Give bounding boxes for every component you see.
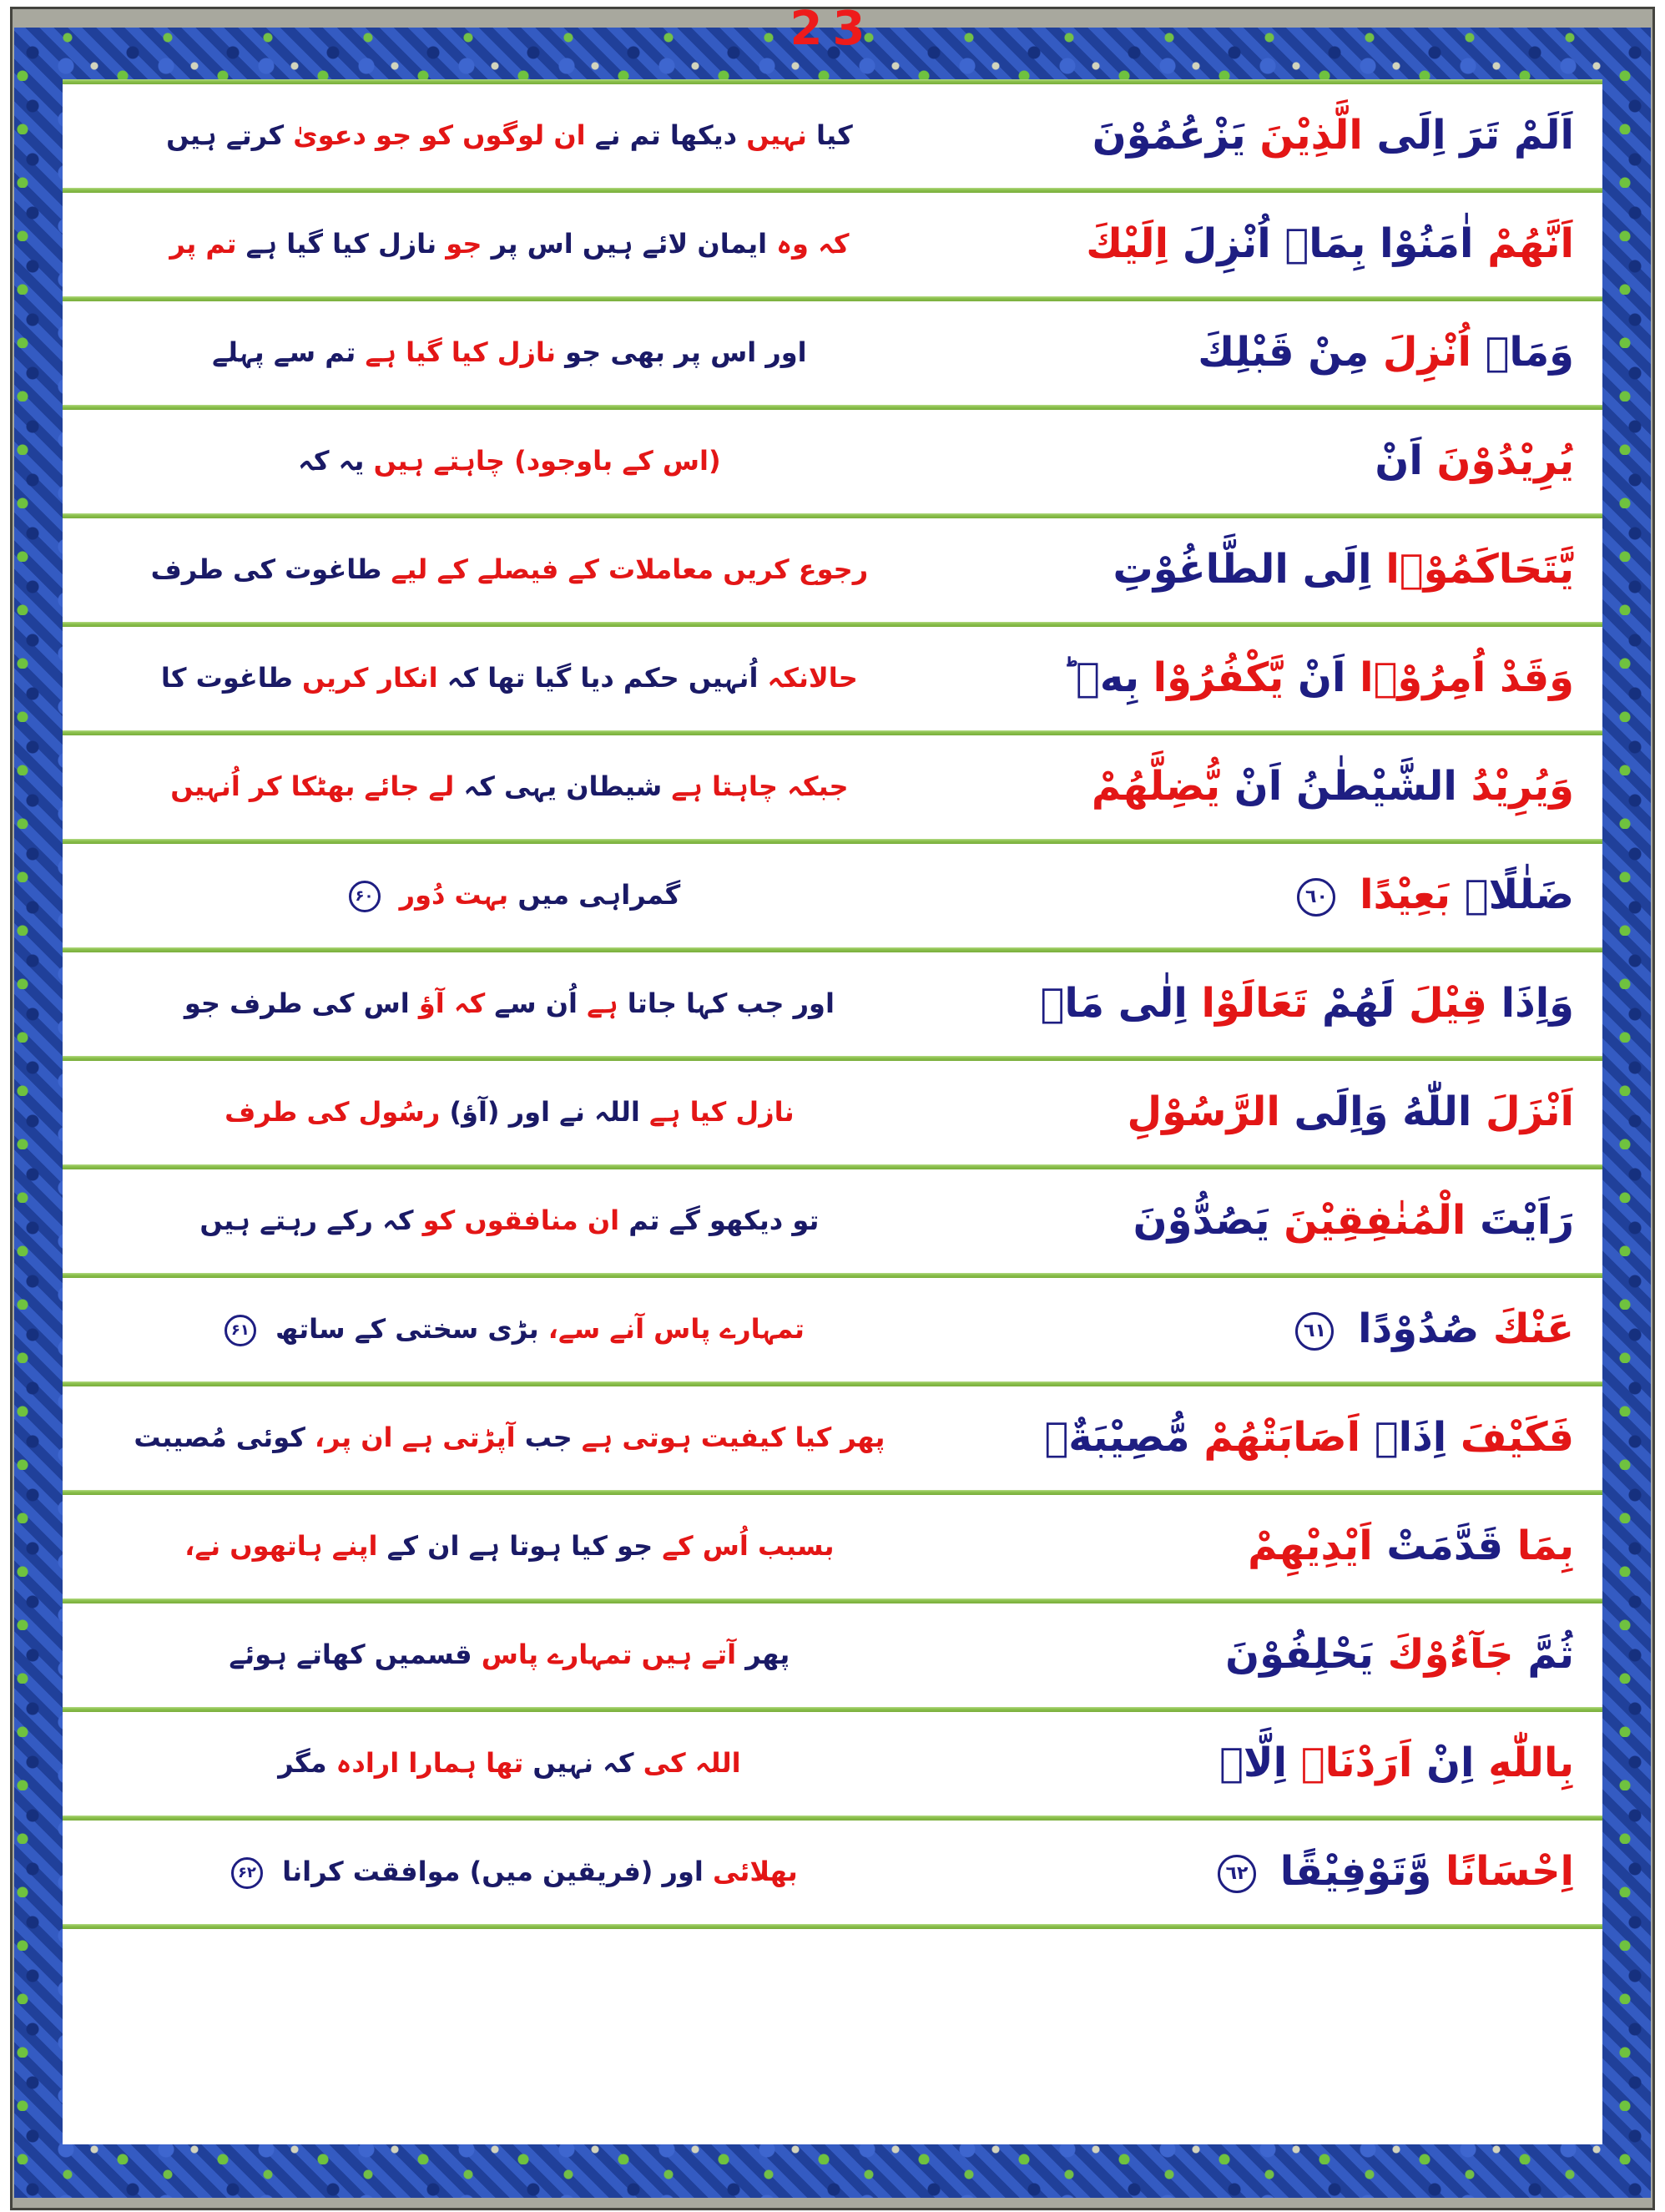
text-segment: بھلائی: [703, 1856, 798, 1888]
urdu-verse-number-circle: ۶۲: [231, 1857, 263, 1889]
text-segment: اَنَّهُمْ: [1473, 220, 1574, 268]
text-segment: تَعَالَوْا: [1187, 980, 1309, 1028]
arabic-text: [910, 872, 1602, 918]
verse-row: [63, 193, 1602, 296]
verse-row: [63, 735, 1602, 839]
text-segment: يَّتَحَاكَمُوْۤا: [1371, 546, 1574, 593]
text-segment: اَلَمْ تَرَ اِلَى: [1362, 112, 1574, 159]
urdu-translation: [63, 552, 910, 588]
urdu-translation: [63, 660, 910, 696]
text-segment: اَصَابَتْهُمْ: [1189, 1414, 1361, 1462]
verse-row: [63, 844, 1602, 947]
text-segment: (اس کے باوجود) چاہتے ہیں: [364, 445, 721, 477]
text-segment: اَرَدْنَاۤ: [1287, 1740, 1413, 1787]
text-segment: اِلَّاۤ: [1219, 1740, 1288, 1787]
urdu-translation: [63, 1854, 910, 1890]
text-segment: بِمَا: [1503, 1523, 1574, 1570]
arabic-text: [910, 1523, 1602, 1569]
text-segment: تم پر: [169, 228, 237, 260]
text-segment: پھر کیا کیفیت ہوتی ہے: [572, 1422, 885, 1454]
urdu-verse-number-circle: ۶۱: [225, 1315, 256, 1346]
verse-row: [63, 1169, 1602, 1273]
arabic-text: [910, 1632, 1602, 1678]
urdu-verse-number-circle: ۶۰: [349, 881, 381, 912]
urdu-translation: [63, 986, 910, 1022]
text-segment: جب: [515, 1422, 573, 1454]
text-segment: وَمَاۤ: [1471, 329, 1574, 376]
text-segment: طاغوت کی طرف: [150, 553, 382, 586]
arabic-text: [910, 981, 1602, 1027]
arabic-verse-number-circle: ٦١: [1295, 1312, 1334, 1351]
arabic-text: [910, 1198, 1602, 1244]
text-segment: گمراہی میں: [508, 879, 681, 912]
text-segment: کہ آؤ: [409, 987, 486, 1020]
urdu-translation: [63, 443, 910, 479]
verse-row: [63, 1386, 1602, 1490]
text-segment: اللّٰهُ وَاِلَى: [1279, 1088, 1472, 1136]
text-segment: اس کی طرف جو: [184, 987, 410, 1020]
text-segment: کہ وہ: [767, 228, 850, 260]
text-segment: اللہ کی: [633, 1747, 741, 1780]
text-segment: يَّكْفُرُوْا: [1138, 654, 1284, 702]
urdu-translation: [63, 226, 910, 262]
urdu-translation: [63, 769, 910, 805]
text-segment: مگر: [278, 1747, 327, 1780]
text-segment: اُنْزِلَ: [1369, 329, 1471, 376]
text-segment: کیا: [806, 119, 853, 152]
text-segment: جو کیا ہوتا ہے ان کے: [377, 1530, 653, 1563]
text-segment: اَنْ: [1375, 437, 1423, 485]
text-segment: اٰمَنُوْا بِمَاۤ اُنْزِلَ: [1168, 220, 1474, 268]
text-segment: جو: [436, 228, 482, 260]
text-segment: اِحْسَانًا: [1431, 1848, 1574, 1896]
text-segment: اِلَيْكَ: [1086, 220, 1169, 268]
text-segment: وَيُرِيْدُ: [1456, 763, 1574, 811]
text-segment: صُدُوْدًا: [1344, 1305, 1480, 1353]
urdu-translation: [63, 118, 910, 154]
text-segment: لَهُمْ: [1308, 980, 1395, 1028]
text-segment: الرَّسُوْلِ: [1127, 1088, 1280, 1136]
verse-row: [63, 1821, 1602, 1924]
row-divider: [63, 1924, 1602, 1929]
arabic-text: [910, 1306, 1602, 1352]
text-segment: ثُمَّ: [1513, 1631, 1574, 1679]
urdu-translation: [63, 1311, 910, 1347]
text-segment: اُنہیں حکم دیا گیا تھا کہ: [437, 662, 759, 694]
verse-row: [63, 84, 1602, 188]
text-segment: ایمان لائے ہیں اس پر: [482, 228, 768, 260]
text-segment: ہے: [578, 987, 618, 1020]
arabic-text: [910, 221, 1602, 267]
urdu-translation: [63, 1094, 910, 1130]
rows-host: [63, 84, 1602, 1929]
text-segment: طاغوت کا: [160, 662, 293, 694]
text-segment: الَّذِيْنَ: [1245, 112, 1363, 159]
text-segment: تمہارے پاس آنے سے،: [538, 1313, 805, 1346]
text-segment: قِيْلَ: [1395, 980, 1487, 1028]
text-segment: بَعِيْدًا: [1345, 871, 1451, 919]
text-segment: آتے ہیں تمہارے پاس: [472, 1639, 737, 1671]
text-segment: اللہ نے اور (آؤ): [440, 1096, 640, 1129]
arabic-text: [910, 1849, 1602, 1895]
arabic-text: [910, 764, 1602, 810]
text-segment: ان منافقوں کو: [413, 1204, 620, 1237]
text-segment: بِهٖ ؕ: [1062, 654, 1139, 702]
text-segment: بہت دُور: [390, 879, 509, 912]
verse-row: [63, 410, 1602, 513]
text-segment: یہ کہ: [298, 445, 365, 477]
text-segment: اپنے ہاتھوں نے،: [184, 1530, 378, 1563]
text-segment: مِنْ قَبْلِكَ: [1198, 329, 1370, 376]
text-segment: مُّصِيْبَةٌۢ: [1044, 1414, 1190, 1462]
page-number: 23: [790, 2, 875, 56]
verse-row: [63, 518, 1602, 622]
text-segment: وَقَدْ اُمِرُوْۤا: [1345, 654, 1574, 702]
text-segment: انکار کریں: [292, 662, 438, 694]
text-segment: اِلٰى مَاۤ: [1040, 980, 1188, 1028]
text-segment: اور اس پر بھی جو: [555, 336, 807, 369]
urdu-translation: [63, 1420, 910, 1456]
arabic-text: [910, 655, 1602, 701]
text-segment: اَنْزَلَ: [1471, 1088, 1574, 1136]
text-segment: بِاللّٰهِ: [1474, 1740, 1574, 1787]
text-segment: فَكَيْفَ: [1446, 1414, 1574, 1462]
arabic-verse-number-circle: ٦٢: [1218, 1855, 1256, 1893]
text-segment: تم سے پہلے: [212, 336, 356, 369]
text-segment: الْمُنٰفِقِيْنَ: [1269, 1197, 1466, 1245]
border-ornament: [14, 28, 1651, 2198]
text-segment: رجوع کریں معاملات کے فیصلے کے لیے: [381, 553, 869, 586]
urdu-translation: [63, 877, 910, 913]
verse-row: [63, 1712, 1602, 1816]
text-segment: جَآءُوْكَ: [1373, 1631, 1514, 1679]
verse-row: [63, 952, 1602, 1056]
text-segment: وَّتَوْفِيْقًا: [1266, 1848, 1432, 1896]
text-segment: يَزْعُمُوْنَ: [1092, 112, 1246, 159]
text-segment: اَنْ: [1284, 654, 1346, 702]
text-segment: رسُول کی طرف: [225, 1096, 441, 1129]
text-segment: عَنْكَ: [1479, 1305, 1574, 1353]
text-segment: بسبب اُس کے: [653, 1530, 835, 1563]
urdu-translation: [63, 1528, 910, 1564]
text-segment: تھا ہمارا ارادہ: [326, 1747, 524, 1780]
arabic-text: [910, 1740, 1602, 1786]
arabic-text: [910, 330, 1602, 376]
text-segment: نازل کیا ہے: [639, 1096, 795, 1129]
text-segment: اور (فریقین میں) موافقت کرانا: [272, 1856, 704, 1888]
text-segment: بڑی سختی کے ساتھ: [265, 1313, 539, 1346]
arabic-verse-number-circle: ٦٠: [1297, 878, 1335, 917]
text-segment: رَاَيْتَ: [1466, 1197, 1574, 1245]
text-segment: آپڑتی ہے ان پر،: [305, 1422, 516, 1454]
text-segment: نہیں: [737, 119, 807, 152]
text-segment: شیطان یہی کہ: [454, 770, 663, 803]
urdu-translation: [63, 1203, 910, 1239]
text-segment: اُن سے: [485, 987, 578, 1020]
urdu-translation: [63, 1745, 910, 1781]
text-segment: جبکہ چاہتا ہے: [662, 770, 849, 803]
verse-row: [63, 1278, 1602, 1381]
text-segment: نازل کیا گیا ہے: [356, 336, 556, 369]
text-segment: الشَّيْطٰنُ اَنْ: [1220, 763, 1457, 811]
text-segment: کہ نہیں: [523, 1747, 634, 1780]
verse-row: [63, 1603, 1602, 1707]
urdu-translation: [63, 335, 910, 371]
verse-row: [63, 627, 1602, 730]
text-segment: قسمیں کھاتے ہوئے: [229, 1639, 472, 1671]
text-segment: دیکھا تم نے: [585, 119, 738, 152]
text-segment: اِلَى الطَّاغُوْتِ: [1113, 546, 1372, 593]
arabic-text: [910, 1089, 1602, 1135]
text-segment: نازل کیا گیا ہے: [236, 228, 437, 260]
text-segment: لے جائے بھٹکا کر اُنہیں: [170, 770, 455, 803]
text-segment: اِذَاۤ: [1360, 1414, 1447, 1462]
text-segment: يُّضِلَّهُمْ: [1091, 763, 1221, 811]
text-segment: حالانکہ: [758, 662, 858, 694]
text-segment: وَاِذَا: [1486, 980, 1574, 1028]
text-segment: کہ رکے رہتے ہیں: [199, 1204, 414, 1237]
text-segment: کوئی مُصیبت: [134, 1422, 305, 1454]
text-segment: قَدَّمَتْ: [1372, 1523, 1504, 1570]
arabic-text: [910, 547, 1602, 593]
text-segment: اَيْدِيْهِمْ: [1248, 1523, 1373, 1570]
text-segment: يَصُدُّوْنَ: [1133, 1197, 1270, 1245]
arabic-text: [910, 1415, 1602, 1461]
text-segment: کرتے ہیں: [166, 119, 285, 152]
verse-row: [63, 1495, 1602, 1598]
text-segment: اِنْ: [1412, 1740, 1475, 1787]
page-content: [63, 79, 1602, 2144]
text-segment: پھر: [736, 1639, 790, 1671]
urdu-translation: [63, 1637, 910, 1673]
verse-row: [63, 1061, 1602, 1164]
decorative-frame: [10, 7, 1655, 2210]
text-segment: ضَلٰلًاۢ: [1451, 871, 1574, 919]
arabic-text: [910, 438, 1602, 484]
text-segment: يُرِيْدُوْنَ: [1422, 437, 1574, 485]
verse-row: [63, 301, 1602, 405]
text-segment: ان لوگوں کو جو دعویٰ: [284, 119, 586, 152]
text-segment: يَحْلِفُوْنَ: [1225, 1631, 1374, 1679]
text-segment: اور جب کہا جاتا: [618, 987, 835, 1020]
text-segment: تو دیکھو گے تم: [619, 1204, 820, 1237]
arabic-text: [910, 113, 1602, 159]
